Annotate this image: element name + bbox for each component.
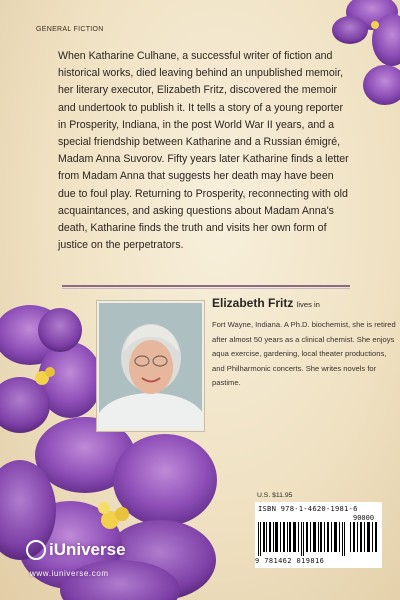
author-bio-lead: lives in	[296, 300, 320, 309]
author-name	[212, 296, 397, 312]
author-portrait-illustration	[99, 303, 202, 429]
publisher-logo	[26, 540, 126, 560]
violet-flower-left-middle	[0, 305, 102, 433]
author-photo	[97, 301, 204, 431]
divider-rule-thin	[62, 288, 350, 289]
isbn-barcode	[255, 502, 382, 568]
barcode-digits: 9 781462 019816	[255, 557, 325, 565]
back-cover-blurb: When Katharine Culhane, a successful writer of fiction and historical works, died leaving behind an unpublished memoir, her literary executor, Elizabeth Fritz, discovered the memoir and undertook to publish it. It tells a story of a young reporter in Prosperity, Indiana, in the post World War II years, and a special friendship between Katharine and a Russian émigré, Madam Anna Suvorov. Fifty years later Katharine finds a letter from Madam Anna that suggests her death may have been due to foul play. Returning to Prosperity, reconnecting with old acquaintances, and asking questions about Madam Anna's death, Katharine finds the truth and visits her own form of justice on the perpetrators.	[58, 50, 349, 252]
isbn-number: ISBN 978-1-4620-1981-6	[258, 504, 358, 513]
author-bio: Fort Wayne, Indiana. A Ph.D. biochemist, she is retired after almost 50 years as a clinical chemist. She enjoys aqua exercise, gardening, local theater productions, and Philharmonic concerts. She writes novels for pastime.	[212, 320, 396, 387]
author-name-text: Elizabeth Fritz	[212, 296, 294, 310]
publisher-url: www.iuniverse.com	[30, 569, 109, 578]
iuniverse-logo-icon	[26, 540, 46, 560]
barcode-bars-main	[258, 522, 346, 556]
divider-rule	[62, 285, 350, 287]
publisher-name: iUniverse	[49, 540, 126, 559]
price-label: U.S. $11.95	[257, 492, 293, 499]
barcode-bars-addon	[350, 522, 380, 552]
price-code: 90000	[353, 514, 375, 522]
category-label: GENERAL FICTION	[36, 26, 104, 33]
